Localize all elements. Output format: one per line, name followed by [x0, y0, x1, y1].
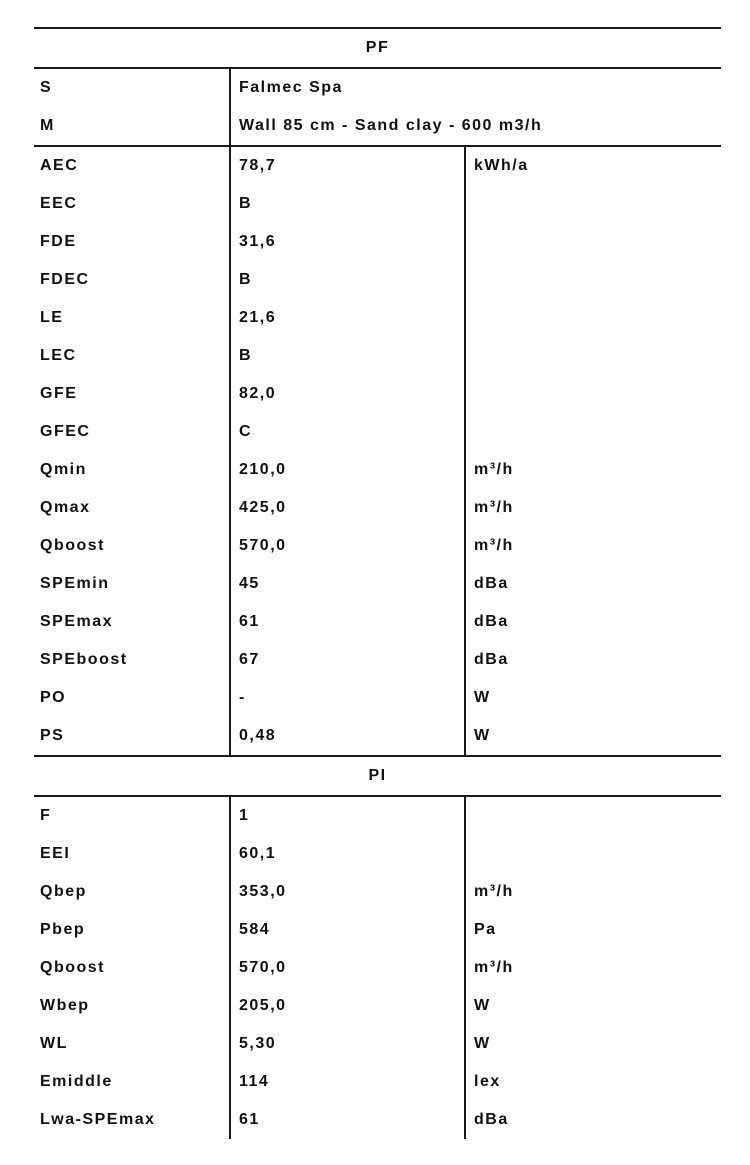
row-value: 114: [229, 1063, 464, 1101]
table-row: [34, 185, 721, 223]
row-label: Qmax: [40, 499, 91, 516]
row-unit: [464, 299, 721, 337]
table-row: [34, 299, 721, 337]
supplier-label: S: [40, 79, 53, 96]
row-unit: [464, 797, 721, 835]
row-value: 570,0: [229, 949, 464, 987]
row-label: Pbep: [40, 921, 86, 938]
table-row: [34, 223, 721, 261]
row-label: GFEC: [40, 423, 91, 440]
row-value: 1: [229, 797, 464, 835]
row-value: 353,0: [229, 873, 464, 911]
row-value: 60,1: [229, 835, 464, 873]
pf-data-rows: [34, 147, 721, 755]
row-value: 584: [229, 911, 464, 949]
row-value: 5,30: [229, 1025, 464, 1063]
table-row: [34, 679, 721, 717]
row-unit: m³/h: [464, 489, 721, 527]
row-value: 205,0: [229, 987, 464, 1025]
product-fiche-table: [34, 27, 721, 1139]
row-label: LE: [40, 309, 64, 326]
model-row: [34, 107, 721, 145]
table-row: [34, 949, 721, 987]
row-unit: dBa: [464, 1101, 721, 1139]
row-unit: [464, 375, 721, 413]
table-row: [34, 641, 721, 679]
table-row: [34, 603, 721, 641]
row-label: EEC: [40, 195, 78, 212]
model-value: Wall 85 cm - Sand clay - 600 m3/h: [229, 107, 721, 145]
pf-section-title: PF: [365, 39, 390, 56]
row-value: 67: [229, 641, 464, 679]
row-unit: W: [464, 679, 721, 717]
row-label: PO: [40, 689, 67, 706]
row-value: 570,0: [229, 527, 464, 565]
table-row: [34, 261, 721, 299]
row-unit: dBa: [464, 641, 721, 679]
row-value: -: [229, 679, 464, 717]
table-row: [34, 413, 721, 451]
row-unit: m³/h: [464, 873, 721, 911]
row-label: AEC: [40, 157, 79, 174]
row-label: SPEmin: [40, 575, 110, 592]
row-label: SPEmax: [40, 613, 114, 630]
row-value: B: [229, 261, 464, 299]
row-unit: [464, 185, 721, 223]
table-row: [34, 527, 721, 565]
table-row: [34, 797, 721, 835]
pi-data-rows: [34, 797, 721, 1139]
row-label: F: [40, 807, 52, 824]
table-row: [34, 873, 721, 911]
row-value: 210,0: [229, 451, 464, 489]
row-label: FDE: [40, 233, 77, 250]
row-value: B: [229, 185, 464, 223]
row-label: PS: [40, 727, 65, 744]
row-value: 82,0: [229, 375, 464, 413]
table-row: [34, 717, 721, 755]
row-unit: [464, 223, 721, 261]
model-label: M: [40, 117, 55, 134]
row-unit: lex: [464, 1063, 721, 1101]
row-unit: [464, 835, 721, 873]
row-value: 425,0: [229, 489, 464, 527]
row-label: WL: [40, 1035, 68, 1052]
row-unit: kWh/a: [464, 147, 721, 185]
row-label: Qboost: [40, 959, 105, 976]
row-label: GFE: [40, 385, 78, 402]
row-unit: dBa: [464, 565, 721, 603]
row-unit: [464, 413, 721, 451]
table-row: [34, 987, 721, 1025]
row-label: Lwa-SPEmax: [40, 1111, 156, 1128]
row-unit: dBa: [464, 603, 721, 641]
table-row: [34, 1025, 721, 1063]
row-unit: W: [464, 1025, 721, 1063]
row-unit: Pa: [464, 911, 721, 949]
row-unit: [464, 261, 721, 299]
table-row: [34, 147, 721, 185]
row-label: Wbep: [40, 997, 90, 1014]
row-label: Qmin: [40, 461, 87, 478]
table-row: [34, 1101, 721, 1139]
row-value: B: [229, 337, 464, 375]
table-row: [34, 565, 721, 603]
row-label: LEC: [40, 347, 77, 364]
pi-section-title: PI: [368, 767, 387, 784]
row-value: 78,7: [229, 147, 464, 185]
supplier-value: Falmec Spa: [229, 69, 721, 107]
table-row: [34, 337, 721, 375]
row-unit: m³/h: [464, 451, 721, 489]
row-label: FDEC: [40, 271, 90, 288]
row-unit: [464, 337, 721, 375]
row-label: EEI: [40, 845, 71, 862]
row-value: 31,6: [229, 223, 464, 261]
table-row: [34, 911, 721, 949]
row-value: 21,6: [229, 299, 464, 337]
row-value: C: [229, 413, 464, 451]
row-unit: m³/h: [464, 949, 721, 987]
table-row: [34, 489, 721, 527]
row-unit: W: [464, 987, 721, 1025]
row-label: Qboost: [40, 537, 105, 554]
row-label: Emiddle: [40, 1073, 113, 1090]
row-value: 61: [229, 1101, 464, 1139]
row-unit: W: [464, 717, 721, 755]
row-value: 61: [229, 603, 464, 641]
table-row: [34, 451, 721, 489]
row-value: 0,48: [229, 717, 464, 755]
table-row: [34, 375, 721, 413]
row-label: Qbep: [40, 883, 87, 900]
row-unit: m³/h: [464, 527, 721, 565]
table-row: [34, 1063, 721, 1101]
row-label: SPEboost: [40, 651, 128, 668]
supplier-row: [34, 69, 721, 107]
table-row: [34, 835, 721, 873]
row-value: 45: [229, 565, 464, 603]
